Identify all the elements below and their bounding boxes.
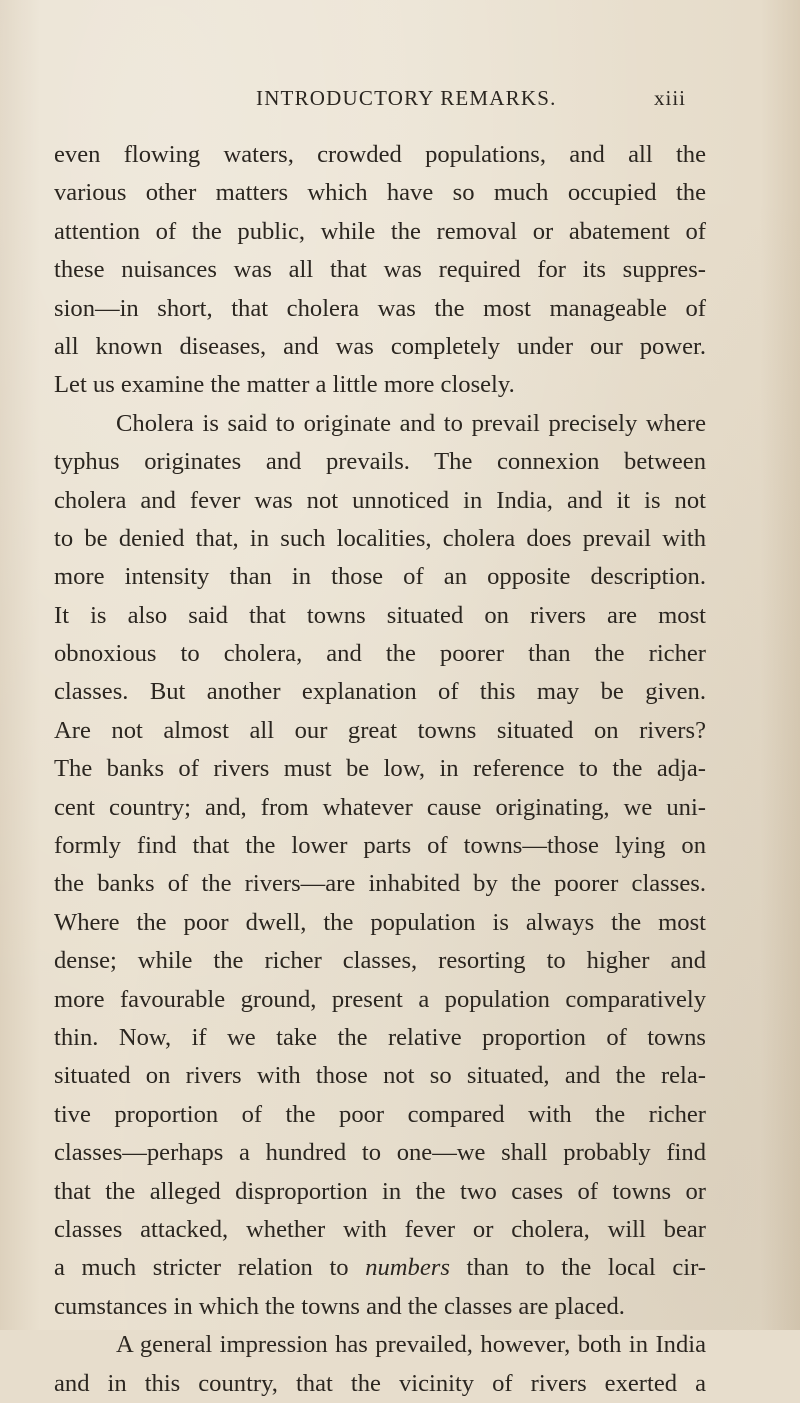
text-line: the banks of the rivers—are inhabited by the poorer classes. [54,870,706,898]
text-line: It is also said that towns situated on rivers are most [54,601,706,629]
text-line: even flowing waters, crowded populations, and all the [54,141,706,168]
text-segment: than to the local cir- [466,1254,706,1282]
text-line: attention of the public, while the removal or abatement of [54,217,706,245]
text-line: cent country; and, from whatever cause originating, we uni- [54,793,706,821]
text-line: that the alleged disproportion in the two cases of towns or [54,1177,706,1205]
text-line: thin. Now, if we take the relative proportion of towns [54,1023,706,1051]
text-line: obnoxious to cholera, and the poorer than the richer [54,640,706,668]
text-line: more favourable ground, present a population comparatively [54,985,706,1013]
paragraph-start-line: Cholera is said to originate and to prevail precisely where [116,409,706,437]
page-number: xiii [654,86,687,110]
text-line: classes—perhaps a hundred to one—we shall probably find [54,1139,706,1167]
text-line: all known diseases, and was completely under our power. [54,332,706,360]
text-segment: a much stricter relation to [54,1254,349,1282]
text-line: sion—in short, that cholera was the most manageable of [54,294,706,322]
text-line: various other matters which have so much occupied the [54,179,706,207]
paragraph-end-line: cumstances in which the towns and the classes are placed. [54,1292,625,1320]
text-line-with-italic [54,1249,706,1287]
text-line: more intensity than in those of an opposite description. [54,563,706,591]
paragraph-start-line: A general impression has prevailed, however, both in India [116,1331,706,1359]
body-text [54,136,706,1403]
italic-word: numbers [365,1254,450,1282]
text-line: The banks of rivers must be low, in reference to the adja- [54,755,706,783]
text-line: situated on rivers with those not so situated, and the rela- [54,1062,706,1090]
text-line: cholera and fever was not unnoticed in India, and it is not [54,486,706,514]
paragraph-end-line: Let us examine the matter a little more closely. [54,371,515,399]
text-line: these nuisances was all that was required for its suppres- [54,256,706,284]
text-line: classes. But another explanation of this may be given. [54,678,706,706]
text-line: classes attacked, whether with fever or cholera, will bear [54,1215,706,1243]
text-line: tive proportion of the poor compared with the richer [54,1100,706,1128]
text-line: to be denied that, in such localities, cholera does prevail with [54,524,706,552]
running-title: INTRODUCTORY REMARKS. [256,86,557,110]
text-line: dense; while the richer classes, resorting to higher and [54,947,706,975]
text-line: typhus originates and prevails. The connexion between [54,448,706,476]
text-line: Are not almost all our great towns situated on rivers? [54,716,706,744]
text-line: Where the poor dwell, the population is always the most [54,908,706,936]
text-line: formly find that the lower parts of towns—those lying on [54,832,706,860]
text-line: and in this country, that the vicinity of rivers exerted a [54,1369,706,1397]
running-head [0,86,800,118]
